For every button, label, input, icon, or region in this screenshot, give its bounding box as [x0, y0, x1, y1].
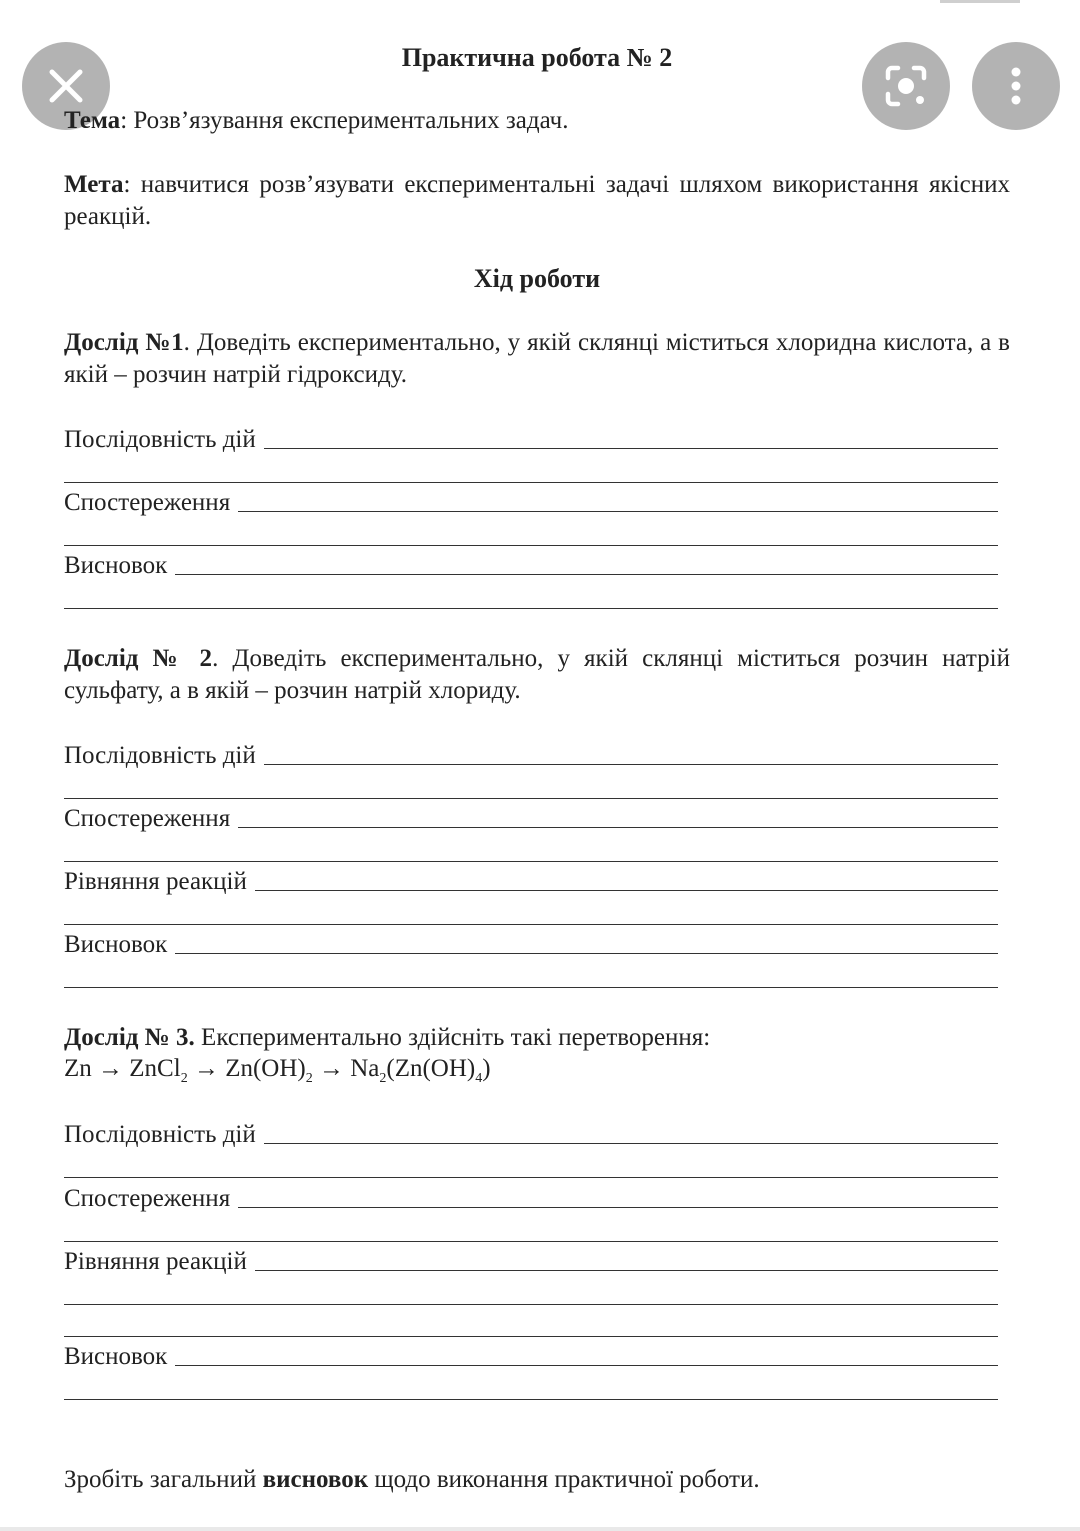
formula-na: Na	[350, 1055, 380, 1082]
exp1-conclusion-field[interactable]	[64, 547, 998, 581]
answer-line	[64, 1304, 998, 1305]
answer-line	[64, 861, 998, 862]
formula-arrow: →	[91, 1055, 130, 1082]
answer-line	[175, 1365, 998, 1366]
answer-line	[64, 798, 998, 799]
formula-naznoh: (Zn(OH)	[386, 1055, 476, 1082]
exp1-text: . Доведіть експериментально, у якій склянці міститься хлоридна кислота, а в якій – розчин натрій гідроксиду.	[64, 329, 1010, 388]
tema-text: : Розв’язування експериментальних задач.	[120, 107, 569, 134]
answer-line	[64, 1399, 998, 1400]
exp3-text: Експериментально здійсніть такі перетворення:	[194, 1024, 711, 1051]
answer-line	[64, 482, 998, 483]
field-label: Послідовність дій	[64, 1121, 256, 1148]
exp3-sequence-field[interactable]	[64, 1116, 998, 1150]
answer-line	[255, 1270, 998, 1271]
answer-line	[64, 987, 998, 988]
answer-line	[64, 924, 998, 925]
answer-line	[64, 608, 998, 609]
field-label: Послідовність дій	[64, 426, 256, 453]
final-text-post: щодо виконання практичної роботи.	[368, 1466, 760, 1493]
formula-znoh: Zn(OH)	[225, 1055, 306, 1082]
exp1-paragraph	[64, 327, 1010, 391]
meta-text: : навчитися розв’язувати експериментальні задачі шляхом використання якісних реакцій.	[64, 171, 1010, 230]
answer-line	[264, 448, 998, 449]
formula-arrow: →	[187, 1055, 226, 1082]
field-label: Послідовність дій	[64, 742, 256, 769]
exp3-equation-field[interactable]	[64, 1243, 998, 1277]
answer-line	[175, 953, 998, 954]
exp2-equation-field[interactable]	[64, 863, 998, 897]
field-label: Спостереження	[64, 489, 231, 516]
exp3-conclusion-field[interactable]	[64, 1338, 998, 1372]
field-label: Висновок	[64, 1343, 168, 1370]
answer-line	[64, 1177, 998, 1178]
exp2-observation-field[interactable]	[64, 800, 998, 834]
field-label: Спостереження	[64, 1185, 231, 1212]
exp2-conclusion-field[interactable]	[64, 926, 998, 960]
tema-label: Тема	[64, 107, 121, 134]
exp3-label: Дослід № 3.	[64, 1024, 195, 1051]
formula-arrow: →	[312, 1055, 351, 1082]
answer-line	[264, 764, 998, 765]
exp2-paragraph	[64, 643, 1010, 707]
exp2-label: Дослід № 2	[64, 645, 213, 672]
field-label: Висновок	[64, 931, 168, 958]
formula-close: )	[482, 1055, 491, 1082]
formula-zn: Zn	[64, 1055, 92, 1082]
field-label: Рівняння реакцій	[64, 1248, 247, 1275]
section-heading: Хід роботи	[473, 264, 601, 293]
field-label: Рівняння реакцій	[64, 868, 247, 895]
reaction-chain	[64, 1053, 491, 1095]
status-bar-fragment	[940, 0, 1020, 4]
answer-line	[264, 1143, 998, 1144]
bottom-edge	[0, 1527, 1080, 1531]
answer-line	[238, 511, 998, 512]
answer-line	[255, 890, 998, 891]
exp1-sequence-field[interactable]	[64, 421, 998, 455]
field-label: Висновок	[64, 552, 168, 579]
formula-subscript: 2	[180, 1071, 188, 1086]
exp3-observation-field[interactable]	[64, 1180, 998, 1214]
answer-line	[175, 574, 998, 575]
exp3-paragraph	[64, 1022, 1010, 1054]
answer-line	[64, 1336, 998, 1337]
meta-label: Мета	[64, 171, 124, 198]
answer-line	[238, 1207, 998, 1208]
answer-line	[64, 1241, 998, 1242]
formula-subscript: 2	[305, 1071, 313, 1086]
tema-paragraph	[64, 105, 1010, 137]
final-instruction	[64, 1464, 1010, 1496]
exp2-text: . Доведіть експериментально, у якій склянці міститься розчин натрій сульфату, а в якій – розчин натрій хлориду.	[64, 645, 1010, 704]
answer-line	[238, 827, 998, 828]
exp1-observation-field[interactable]	[64, 484, 998, 518]
final-text-pre: Зробіть загальний	[64, 1466, 263, 1493]
final-text-bold: висновок	[262, 1466, 369, 1493]
exp1-label: Дослід №1	[64, 329, 184, 356]
page-title: Практична робота № 2	[401, 43, 673, 72]
exp2-sequence-field[interactable]	[64, 737, 998, 771]
formula-subscript: 4	[475, 1071, 483, 1086]
field-label: Спостереження	[64, 805, 231, 832]
formula-zncl: ZnCl	[129, 1055, 181, 1082]
meta-paragraph	[64, 169, 1010, 233]
answer-line	[64, 545, 998, 546]
formula-subscript: 2	[379, 1071, 387, 1086]
